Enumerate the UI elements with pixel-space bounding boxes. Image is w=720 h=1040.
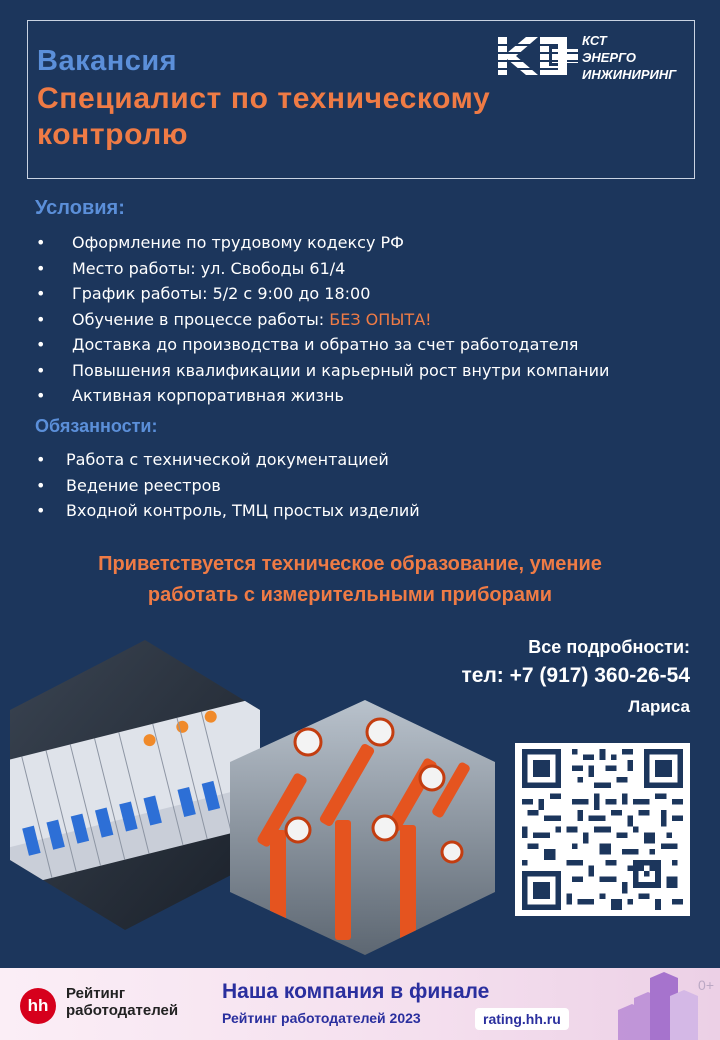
vacancy-label: Вакансия xyxy=(37,45,178,77)
bullet: • xyxy=(36,335,46,354)
no-experience-note: БЕЗ ОПЫТА! xyxy=(329,309,432,329)
company-logo xyxy=(496,31,696,91)
banner-headline: Наша компания в финале xyxy=(222,980,490,1003)
duties-heading: Обязанности: xyxy=(35,416,158,436)
list-item: • Работа с технической документацией xyxy=(36,450,389,469)
duties-list xyxy=(36,450,420,527)
list-item: • Обучение в процессе работы: БЕЗ ОПЫТА! xyxy=(36,309,432,329)
logo-line3: ИНЖИНИРИНГ xyxy=(582,67,677,82)
conditions-heading: Условия: xyxy=(35,197,125,219)
bullet: • xyxy=(36,258,46,278)
contact-name: Лариса xyxy=(628,697,690,716)
orange-insulators-photo xyxy=(230,700,495,955)
header-box xyxy=(27,20,695,179)
list-item: • Место работы: ул. Свободы 61/4 xyxy=(36,258,346,278)
banner-subline: Рейтинг работодателей 2023 xyxy=(222,1010,421,1026)
bullet: • xyxy=(36,309,46,329)
welcome-line1: Приветствуется техническое образование, умение xyxy=(98,553,602,575)
qr-code[interactable] xyxy=(515,743,690,916)
rating-label: Рейтинг работодателей xyxy=(66,985,179,1019)
bullet: • xyxy=(36,450,46,469)
list-item: • Ведение реестров xyxy=(36,475,221,495)
bullet: • xyxy=(36,386,46,405)
circuit-breakers-photo xyxy=(10,640,260,930)
logo-line1: КСТ xyxy=(582,33,607,48)
welcome-line2: работать с измерительными приборами xyxy=(147,584,553,606)
hh-logo-icon: hh xyxy=(20,988,56,1024)
list-item: • Повышения квалификации и карьерный рост внутри компании xyxy=(36,360,610,380)
rating-banner[interactable] xyxy=(0,968,720,1040)
conditions-list xyxy=(36,233,609,412)
bullet: • xyxy=(36,233,46,252)
list-item: • Активная корпоративная жизнь xyxy=(36,386,344,405)
bullet: • xyxy=(36,360,46,380)
logo-line2: ЭНЕРГО xyxy=(582,50,636,65)
phone-number[interactable]: тел: +7 (917) 360-26-54 xyxy=(461,664,690,687)
logo-text xyxy=(582,32,676,83)
bullet: • xyxy=(36,475,46,495)
list-item: • Оформление по трудовому кодексу РФ xyxy=(36,233,404,252)
job-title-line2: контролю xyxy=(37,118,189,151)
list-item: • График работы: 5/2 с 9:00 до 18:00 xyxy=(36,284,371,303)
kst-logo-icon xyxy=(496,31,580,81)
age-rating: 0+ xyxy=(698,977,714,993)
welcome-note xyxy=(0,549,700,611)
bullet: • xyxy=(36,284,46,303)
rating-url-link[interactable]: rating.hh.ru xyxy=(475,1008,569,1030)
details-label: Все подробности: xyxy=(528,637,690,657)
list-item: • Входной контроль, ТМЦ простых изделий xyxy=(36,501,420,520)
list-item: • Доставка до производства и обратно за счет работодателя xyxy=(36,335,579,354)
job-title xyxy=(37,81,490,153)
bullet: • xyxy=(36,501,46,520)
job-title-line1: Специалист по техническому xyxy=(37,82,491,115)
